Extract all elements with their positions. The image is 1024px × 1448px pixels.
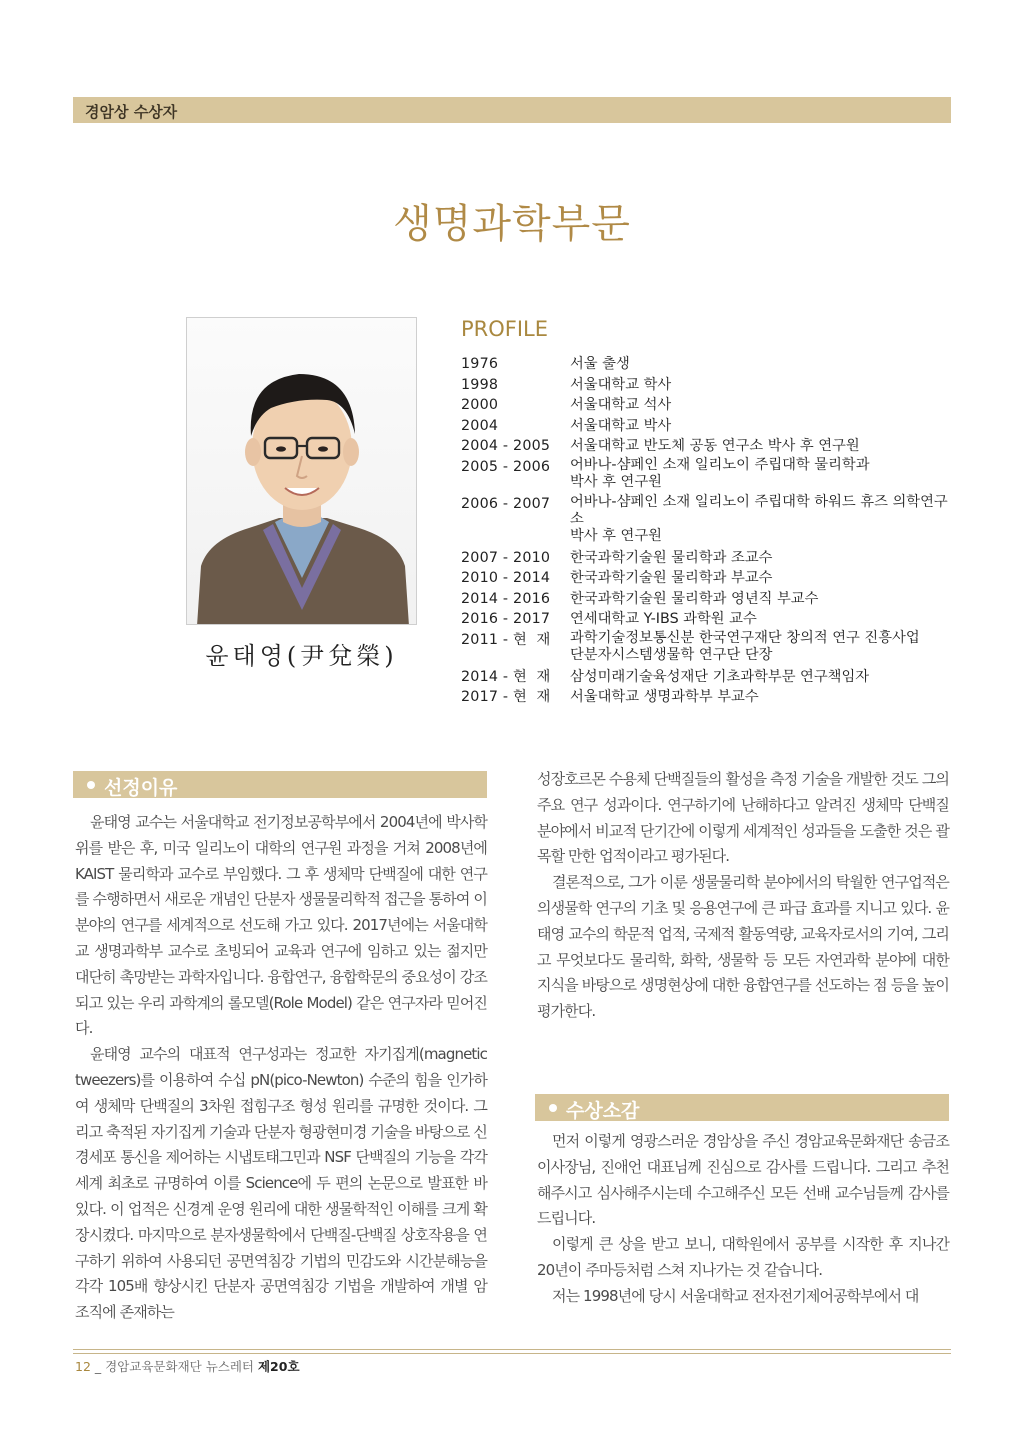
person-name: 윤태영(尹兌榮): [205, 642, 398, 670]
selection-heading-band: [73, 771, 487, 798]
speech-paragraph: 저는 1998년에 당시 서울대학교 전자전기제어공학부에서 대: [552, 1286, 919, 1305]
header-band: [73, 97, 951, 123]
profile-desc: 어바나-샴페인 소재 일리노이 주립대학 물리학과 박사 후 연구원: [570, 456, 870, 490]
profile-entry: [461, 568, 961, 589]
profile-list: [461, 354, 961, 708]
profile-year: 2010 - 2014: [461, 570, 551, 586]
profile-entry: [461, 375, 961, 396]
profile-desc: 서울대학교 학사: [570, 376, 672, 393]
issue-number: 제20호: [257, 1359, 300, 1374]
profile-desc: 서울대학교 석사: [570, 397, 672, 413]
profile-desc: 서울 출생: [570, 356, 630, 372]
profile-desc: 서울대학교 박사: [570, 417, 672, 434]
speech-paragraph: 이렇게 큰 상을 받고 보니, 대학원에서 공부를 시작한 후 지나간 20년이 주마등처럼 스쳐 지나가는 것 같습니다.: [537, 1235, 949, 1279]
profile-year: 2006 - 2007: [461, 495, 551, 512]
selection-paragraph: 결론적으로, 그가 이룬 생물물리학 분야에서의 탁월한 연구업적은 의생물학 연구의 기초 및 응용연구에 큰 파급 효과를 지니고 있다. 윤태영 교수의 학문적 업적, 국제적 활동역량, 교육자로서의 기여, 그리고 무엇보다도 물리학, 화학, 생물학 등 모든 자연과학 분야에 대한 지식을 바탕으로 생명현상에 대한 융합연구를 선도하는 점 등을 높이 평가한다.: [537, 873, 949, 1021]
selection-heading: 선정이유: [104, 777, 178, 799]
profile-year: 2007 - 2010: [461, 549, 551, 566]
profile-desc: 삼성미래기술육성재단 기초과학부문 연구책임자: [570, 668, 870, 685]
profile-year: 2017 - 현 재: [461, 689, 551, 705]
profile-entry: [461, 609, 961, 630]
profile-desc: 서울대학교 반도체 공동 연구소 박사 후 연구원: [570, 438, 860, 454]
footer-rule: [73, 1353, 951, 1354]
profile-year: 2016 - 2017: [461, 611, 551, 627]
speech-heading: 수상소감: [566, 1100, 640, 1122]
speech-paragraph: 먼저 이렇게 영광스러운 경암상을 주신 경암교육문화재단 송금조 이사장님, 진애언 대표님께 진심으로 감사를 드립니다. 그리고 추천해주시고 심사해주시는데 수고해주신 모든 선배 교수님들께 감사를 드립니다.: [537, 1132, 949, 1228]
profile-desc: 한국과학기술원 물리학과 조교수: [570, 549, 773, 566]
header-label: 경암상 수상자: [85, 103, 178, 121]
selection-paragraph: 윤태영 교수의 대표적 연구성과는 정교한 자기집게(magnetic tweezers)를 이용하여 수십 pN(pico-Newton) 수준의 힘을 인가하여 생체막 단백질의 3차원 접힘구조 형성 원리를 규명한 것이다. 그리고 축적된 자기집게 기술과 단분자 형광현미경 기술을 바탕으로 신경세포 통신을 제어하는 시냅토태그민과 NSF 단백질의 기능을 각각 세계 최초로 규명하여 이를 Science에 두 편의 논문으로 발표한 바 있다. 이 업적은 신경계 운영 원리에 대한 생물학적인 이해를 크게 확장시켰다. 마지막으로 분자생물학에서 단백질-단백질 상호작용을 연구하기 위하여 사용되던 공면역침강 기법의 민감도와 시간분해능을 각각 105배 향상시킨 단분자 공면역침강 기법을 개발하여 개별 암 조직에 존재하는: [75, 1045, 487, 1322]
selection-paragraph: 윤태영 교수는 서울대학교 전기정보공학부에서 2004년에 박사학위를 받은 후, 미국 일리노이 대학의 연구원 과정을 거쳐 2008년에 KAIST 물리학과 교수로 부임했다. 그 후 생체막 단백질에 대한 연구를 수행하면서 새로운 개념인 단분자 생물물리학적 접근을 통하여 이 분야의 연구를 세계적으로 선도해 가고 있다. 2017년에는 서울대학교 생명과학부 교수로 초빙되어 교육과 연구에 임하고 있는 젊지만 대단히 촉망받는 과학자입니다. 융합연구, 융합학문의 중요성이 강조되고 있는 우리 과학계의 롤모델(Role Model) 같은 연구자라 믿어진다.: [75, 813, 487, 1038]
footer-rule: [73, 1349, 951, 1350]
profile-entry: [461, 630, 961, 664]
bullet-icon: [87, 781, 95, 789]
speech-body: [537, 1129, 949, 1310]
profile-entry: [461, 354, 961, 375]
selection-paragraph: 성장호르몬 수용체 단백질들의 활성을 측정 기술을 개발한 것도 그의 주요 연구 성과이다. 연구하기에 난해하다고 알려진 생체막 단백질 분야에서 비교적 단기간에 이렇게 세계적인 성과들을 도출한 것은 괄목할 만한 업적이라고 평가된다.: [537, 770, 949, 866]
page-number: 12: [75, 1359, 91, 1374]
section-title: 생명과학부문: [393, 201, 631, 247]
profile-year: 1998: [461, 376, 499, 393]
profile-entry: [461, 667, 961, 688]
profile-entry: [461, 548, 961, 569]
profile-year: 2014 - 현 재: [461, 668, 551, 685]
profile-year: 2000: [461, 397, 499, 413]
profile-year: 2011 - 현 재: [461, 631, 551, 648]
profile-year: 2004: [461, 417, 499, 434]
profile-entry: [461, 687, 961, 708]
profile-year: 2005 - 2006: [461, 458, 551, 475]
profile-entry: [461, 416, 961, 437]
profile-entry: [461, 457, 961, 491]
speech-heading-band: [535, 1094, 949, 1121]
profile-desc: 한국과학기술원 물리학과 영년직 부교수: [570, 590, 819, 607]
selection-body: [75, 810, 487, 1326]
profile-heading: PROFILE: [461, 317, 549, 341]
profile-desc: 서울대학교 생명과학부 부교수: [570, 689, 759, 705]
footer: [75, 1357, 300, 1375]
profile-desc: 어바나-샴페인 소재 일리노이 주립대학 하워드 휴즈 의학연구소 박사 후 연구원: [570, 493, 948, 544]
profile-year: 1976: [461, 356, 499, 372]
portrait-illustration: [187, 318, 417, 625]
profile-year: 2014 - 2016: [461, 590, 551, 607]
selection-body-continued: [537, 767, 949, 1025]
profile-year: 2004 - 2005: [461, 438, 551, 454]
profile-desc: 한국과학기술원 물리학과 부교수: [570, 570, 773, 586]
profile-desc: 과학기술정보통신분 한국연구재단 창의적 연구 진흥사업 단분자시스템생물학 연구단 단장: [570, 629, 920, 663]
footer-separator: _: [94, 1359, 102, 1374]
profile-desc: 연세대학교 Y-IBS 과학원 교수: [570, 611, 757, 627]
profile-entry: [461, 395, 961, 416]
bullet-icon: [549, 1104, 557, 1112]
profile-entry: [461, 436, 961, 457]
profile-entry: [461, 494, 961, 545]
publication-name: 경암교육문화재단 뉴스레터: [105, 1359, 254, 1374]
portrait-photo: [186, 317, 417, 625]
profile-entry: [461, 589, 961, 610]
